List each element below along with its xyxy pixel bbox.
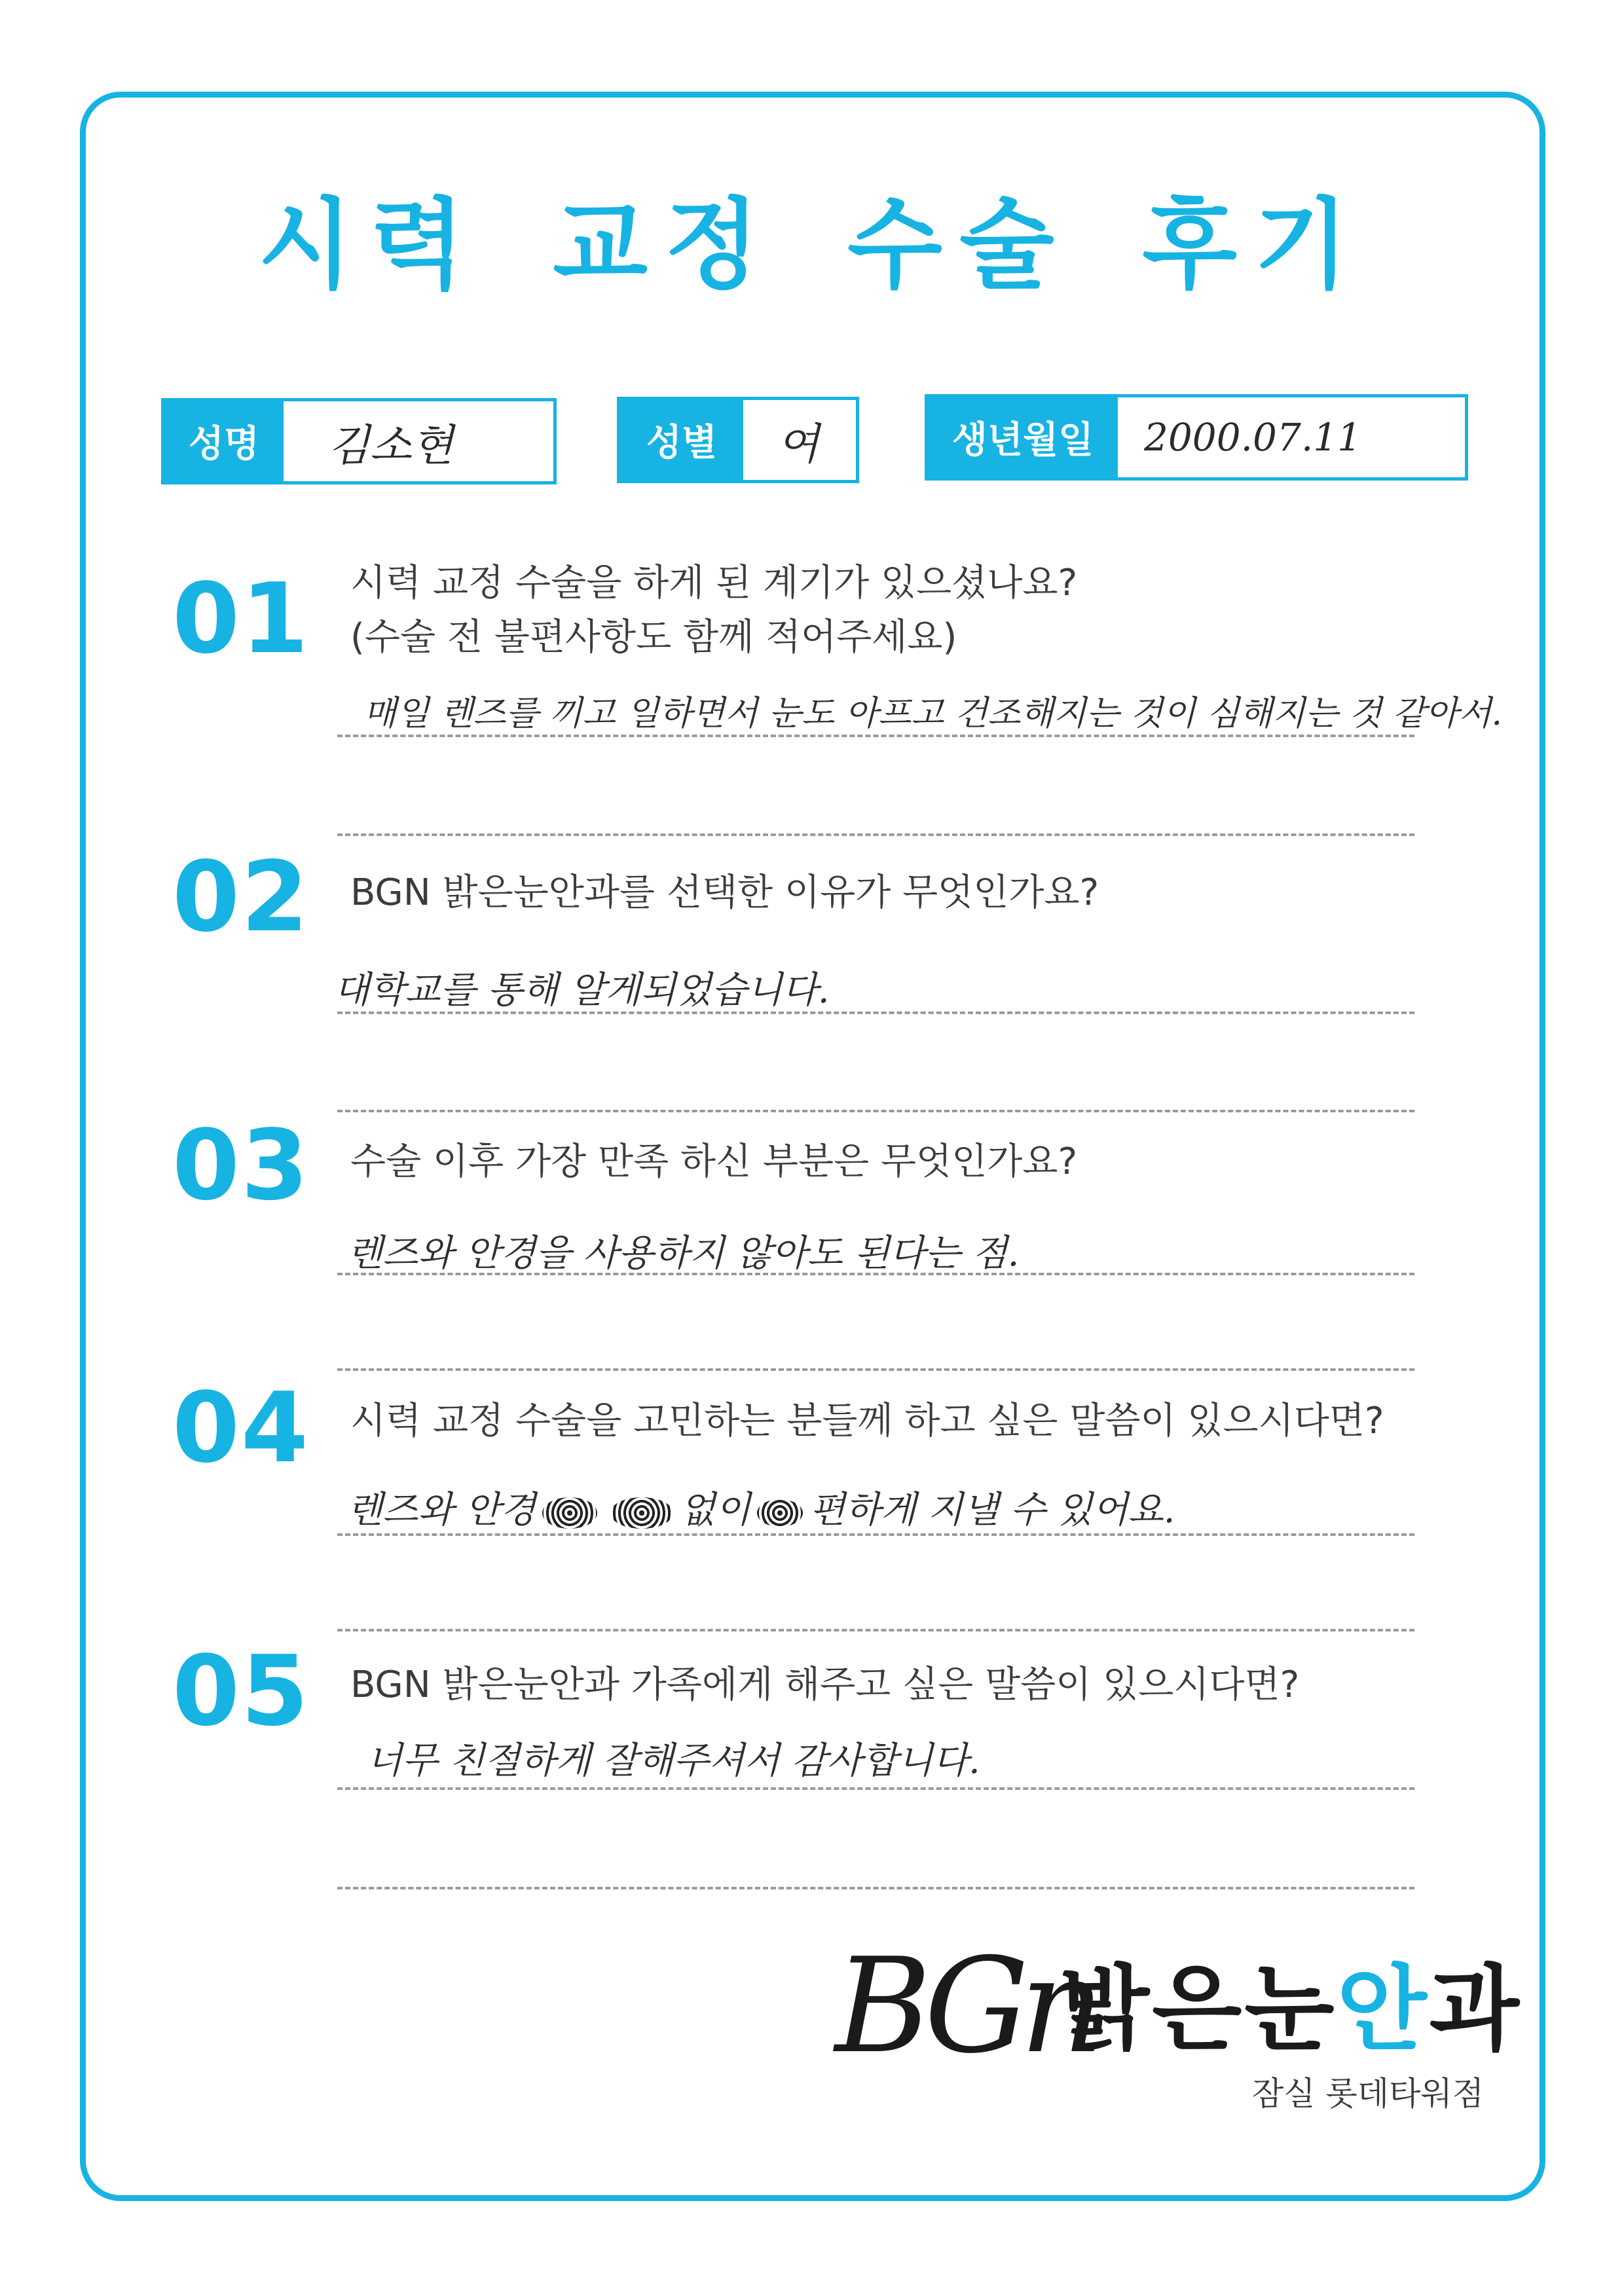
question-number-05: 05 xyxy=(172,1635,310,1747)
answer-04-part-1: 렌즈와 안경 xyxy=(347,1489,536,1531)
answer-05: 너무 친절하게 잘해주셔서 감사합니다. xyxy=(367,1740,980,1782)
question-01-line-1: 시력 교정 수술을 하게 된 계기가 있으셨나요? xyxy=(350,562,1078,604)
birth-label: 생년월일 xyxy=(928,397,1118,477)
crossed-out-scribble xyxy=(757,1499,803,1527)
question-02-line-1: BGN 밝은눈안과를 선택한 이유가 무엇인가요? xyxy=(350,871,1099,914)
answer-line xyxy=(337,1887,1414,1889)
gender-label: 성별 xyxy=(620,400,743,480)
clinic-name-highlight: 안 xyxy=(1337,1956,1430,2064)
clinic-name-logo xyxy=(1060,1958,1522,2062)
question-number-03: 03 xyxy=(172,1109,310,1222)
gender-field xyxy=(617,397,859,483)
answer-line xyxy=(337,1273,1414,1275)
answer-04-part-2: 없이 xyxy=(680,1489,751,1531)
answer-04-part-3: 편하게 지낼 수 있어요. xyxy=(809,1489,1175,1531)
gender-value: 여 xyxy=(777,418,819,469)
answer-line xyxy=(337,1011,1414,1014)
name-field xyxy=(161,398,557,484)
birth-field xyxy=(925,394,1468,481)
bgn-logo-mark: BGn xyxy=(835,1930,1096,2083)
name-value: 김소현 xyxy=(328,420,454,471)
answer-line xyxy=(337,833,1414,836)
question-03-line-1: 수술 이후 가장 만족 하신 부분은 무엇인가요? xyxy=(350,1140,1078,1183)
answer-line xyxy=(337,1629,1414,1631)
question-01-line-2: (수술 전 불편사항도 함께 적어주세요) xyxy=(350,616,957,659)
question-number-01: 01 xyxy=(172,562,310,675)
answer-02: 대학교를 통해 알게되었습니다. xyxy=(334,969,830,1011)
name-label: 성명 xyxy=(164,401,284,481)
clinic-name-part-2: 과 xyxy=(1429,1956,1522,2064)
crossed-out-scribble xyxy=(610,1497,673,1529)
question-05-line-1: BGN 밝은눈안과 가족에게 해주고 싶은 말씀이 있으시다면? xyxy=(350,1664,1300,1706)
question-number-04: 04 xyxy=(172,1372,310,1484)
answer-line xyxy=(337,735,1414,737)
answer-line xyxy=(337,1110,1414,1112)
answer-01: 매일 렌즈를 끼고 일하면서 눈도 아프고 건조해지는 것이 심해지는 것 같아서. xyxy=(363,694,1503,733)
answer-line xyxy=(337,1533,1414,1536)
question-04-line-1: 시력 교정 수술을 고민하는 분들께 하고 싶은 말씀이 있으시다면? xyxy=(350,1400,1384,1442)
form-title: 시력 교정 수술 후기 xyxy=(258,189,1366,302)
birth-value: 2000.07.11 xyxy=(1144,415,1362,460)
clinic-name-part-1: 밝은눈 xyxy=(1060,1956,1337,2064)
answer-line xyxy=(337,1787,1414,1790)
branch-name: 잠실 롯데타워점 xyxy=(1252,2075,1484,2113)
answer-line xyxy=(337,1368,1414,1371)
question-number-02: 02 xyxy=(172,841,310,953)
crossed-out-scribble xyxy=(542,1497,597,1529)
answer-04 xyxy=(347,1487,1175,1533)
answer-03: 렌즈와 안경을 사용하지 않아도 된다는 점. xyxy=(347,1232,1020,1275)
